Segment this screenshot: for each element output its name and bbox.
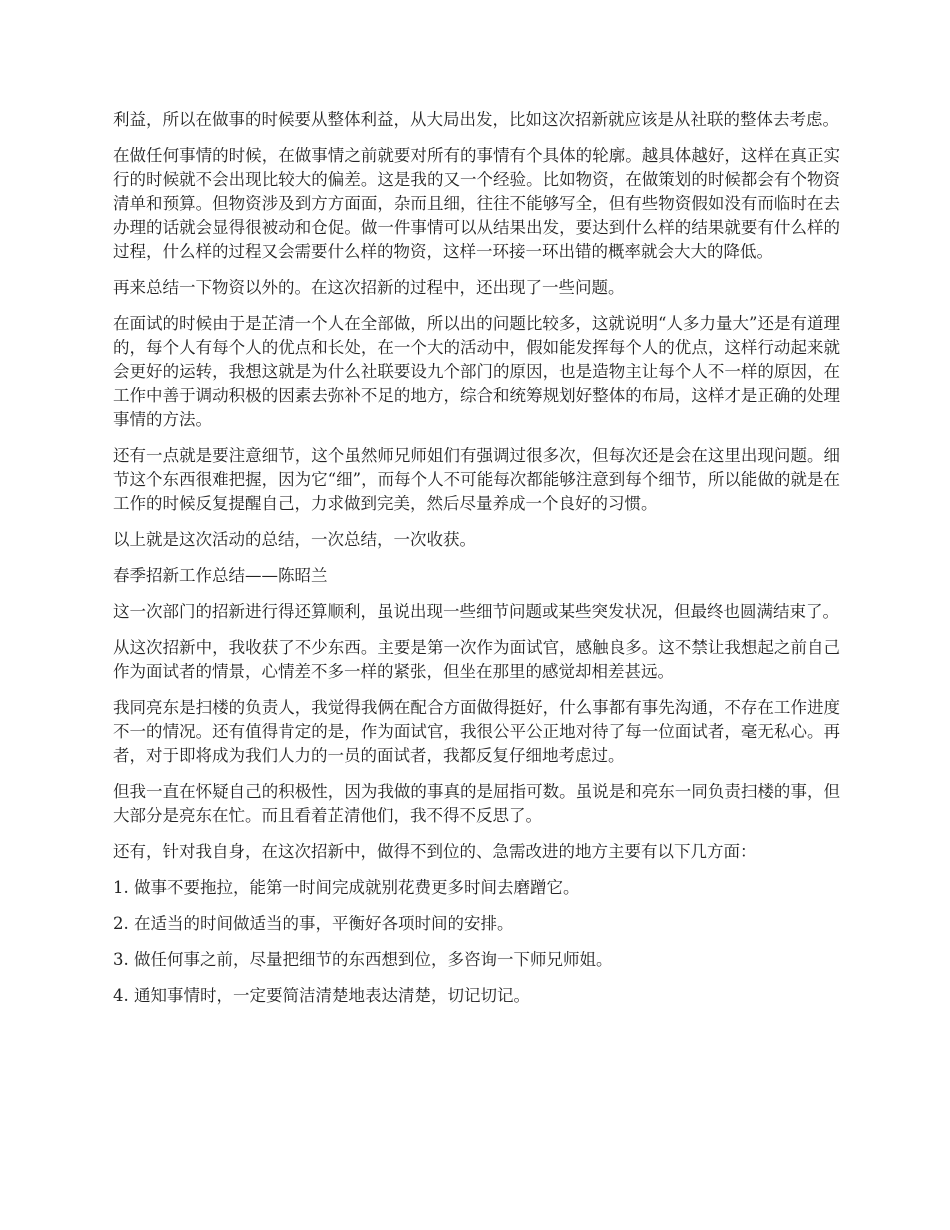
list-item: 1. 做事不要拖拉，能第一时间完成就别花费更多时间去磨蹭它。	[113, 878, 580, 897]
paragraph: 但我一直在怀疑自己的积极性，因为我做的事真的是屈指可数。虽说是和亮东一同负责扫楼的事，但大部分是亮东在忙。而且看着芷清他们，我不得不反思了。	[113, 782, 840, 825]
paragraph: 在面试的时候由于是芷清一个人在全部做，所以出的问题比较多，这就说明“人多力量大”还是有道理的，每个人有每个人的优点和长处，在一个大的活动中，假如能发挥每个人的优点，这样行动起来就会更好的运转，我想这就是为什么社联要设九个部门的原因，也是造物主让每个人不一样的原因，在工作中善于调动积极的因素去弥补不足的地方，综合和统筹规划好整体的布局，这样才是正确的处理事情的方法。	[113, 314, 840, 429]
paragraph: 利益，所以在做事的时候要从整体利益，从大局出发，比如这次招新就应该是从社联的整体去考虑。	[113, 110, 839, 129]
paragraph: 从这次招新中，我收获了不少东西。主要是第一次作为面试官，感触良多。这不禁让我想起之前自己作为面试者的情景，心情差不多一样的紧张，但坐在那里的感觉却相差甚远。	[113, 638, 840, 681]
paragraph: 这一次部门的招新进行得还算顺利，虽说出现一些细节问题或某些突发状况，但最终也圆满结束了。	[113, 602, 839, 621]
list-item: 3. 做任何事之前，尽量把细节的东西想到位，多咨询一下师兄师姐。	[113, 950, 613, 969]
document-body	[113, 108, 840, 1020]
paragraph: 还有，针对我自身，在这次招新中，做得不到位的、急需改进的地方主要有以下几方面：	[113, 842, 757, 861]
paragraph: 再来总结一下物资以外的。在这次招新的过程中，还出现了一些问题。	[113, 278, 625, 297]
paragraph: 以上就是这次活动的总结，一次总结，一次收获。	[113, 530, 476, 549]
paragraph: 我同亮东是扫楼的负责人，我觉得我俩在配合方面做得挺好，什么事都有事先沟通，不存在工作进度不一的情况。还有值得肯定的是，作为面试官，我很公平公正地对待了每一位面试者，毫无私心。再者，对于即将成为我们人力的一员的面试者，我都反复仔细地考虑过。	[113, 698, 840, 765]
section-heading: 春季招新工作总结——陈昭兰	[113, 566, 328, 585]
list-item: 2. 在适当的时间做适当的事，平衡好各项时间的安排。	[113, 914, 514, 933]
paragraph: 还有一点就是要注意细节，这个虽然师兄师姐们有强调过很多次，但每次还是会在这里出现问题。细节这个东西很难把握，因为它“细”，而每个人不可能每次都能够注意到每个细节，所以能做的就是在工作的时候反复提醒自己，力求做到完美，然后尽量养成一个良好的习惯。	[113, 446, 840, 513]
list-item: 4. 通知事情时，一定要简洁清楚地表达清楚，切记切记。	[113, 986, 530, 1005]
paragraph: 在做任何事情的时候，在做事情之前就要对所有的事情有个具体的轮廓。越具体越好，这样在真正实行的时候就不会出现比较大的偏差。这是我的又一个经验。比如物资，在做策划的时候都会有个物资清单和预算。但物资涉及到方方面面，杂而且细，往往不能够写全，但有些物资假如没有而临时在去办理的话就会显得很被动和仓促。做一件事情可以从结果出发，要达到什么样的结果就要有什么样的过程，什么样的过程又会需要什么样的物资，这样一环接一环出错的概率就会大大的降低。	[113, 146, 840, 261]
